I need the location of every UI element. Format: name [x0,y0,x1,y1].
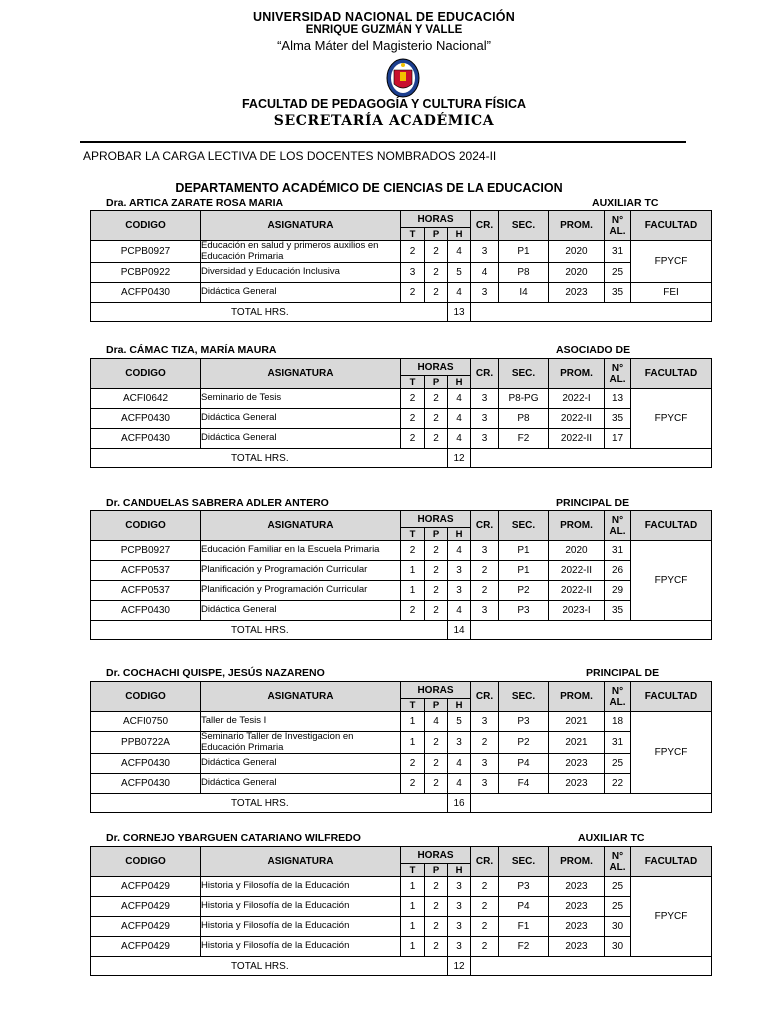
table-cell [471,449,712,468]
table-cell: 2 [471,937,499,957]
total-row [91,957,712,976]
table-cell [471,303,712,322]
table-cell: 2023-I [549,601,605,621]
table-cell: 2 [425,429,448,449]
col-prom: PROM. [549,847,605,877]
table-row [91,937,712,957]
table-cell: 2022-II [549,429,605,449]
table-cell: 2023 [549,917,605,937]
table-cell: ACFP0429 [91,897,201,917]
col-sec: SEC. [499,359,549,389]
table-cell: 3 [448,897,471,917]
col-facultad: FACULTAD [631,511,712,541]
facultad-cell: FPYCF [631,712,712,794]
table-cell: TOTAL HRS. [91,303,448,322]
table-cell: 3 [471,754,499,774]
table-cell: 1 [401,897,425,917]
table-cell: 2023 [549,283,605,303]
table-cell: ACFP0430 [91,754,201,774]
table-row [91,541,712,561]
table-cell: 2 [401,601,425,621]
table-cell: 18 [605,712,631,732]
table-cell: 2 [401,409,425,429]
table-cell: TOTAL HRS. [91,957,448,976]
table-cell: TOTAL HRS. [91,449,448,468]
col-asignatura: ASIGNATURA [201,359,401,389]
table-cell: 4 [448,241,471,263]
faculty-title: FACULTAD DE PEDAGOGÍA Y CULTURA FÍSICA [241,97,527,111]
table-cell: ACFP0429 [91,917,201,937]
teacher-category: ASOCIADO DE [556,344,631,356]
table-cell: P1 [499,561,549,581]
table-row [91,561,712,581]
document-subject: APROBAR LA CARGA LECTIVA DE LOS DOCENTES NOMBRADOS 2024-II [83,149,497,163]
table-cell: 3 [471,774,499,794]
teacher-name: Dra. CÁMAC TIZA, MARÍA MAURA [106,344,277,356]
table-cell: TOTAL HRS. [91,794,448,813]
col-codigo: CODIGO [91,682,201,712]
table-cell: F4 [499,774,549,794]
table-row [91,581,712,601]
table-cell: 4 [448,754,471,774]
table-cell: 2020 [549,241,605,263]
table-row [91,774,712,794]
col-asignatura: ASIGNATURA [201,847,401,877]
table-cell: 2 [471,897,499,917]
col-sec: SEC. [499,511,549,541]
col-t: T [401,699,425,712]
table-cell: P4 [499,754,549,774]
table-cell: ACFP0430 [91,601,201,621]
table-cell: Historia y Filosofía de la Educación [201,937,401,957]
table-cell: 31 [605,541,631,561]
table-cell: 13 [605,389,631,409]
table-cell: 3 [471,541,499,561]
office-title: SECRETARÍA ACADÉMICA [273,113,495,129]
col-asignatura: ASIGNATURA [201,211,401,241]
col-horas: HORAS [401,847,471,864]
table-cell: 3 [471,409,499,429]
table-cell: Historia y Filosofía de la Educación [201,917,401,937]
table-cell: ACFP0429 [91,877,201,897]
table-cell: F2 [499,429,549,449]
header-divider [80,141,686,143]
col-codigo: CODIGO [91,847,201,877]
table-cell: 4 [448,774,471,794]
table-cell: 5 [448,263,471,283]
table-cell: 3 [448,581,471,601]
department-title: DEPARTAMENTO ACADÉMICO DE CIENCIAS DE LA EDUCACION [175,181,563,195]
table-cell: Seminario Taller de Investigacion en Educación Primaria [201,732,401,754]
table-cell: P3 [499,601,549,621]
teacher-name: Dr. CANDUELAS SABRERA ADLER ANTERO [106,497,329,509]
col-t: T [401,376,425,389]
table-cell: 3 [471,241,499,263]
table-cell: 25 [605,754,631,774]
table-row [91,283,712,303]
col-p: P [425,699,448,712]
col-cr: CR. [471,682,499,712]
total-hours: 12 [448,957,471,976]
course-load-table [90,681,712,813]
table-cell: 2022-I [549,389,605,409]
col-cr: CR. [471,211,499,241]
table-cell: 2 [425,754,448,774]
col-p: P [425,228,448,241]
table-cell: 25 [605,877,631,897]
facultad-cell: FPYCF [631,877,712,957]
teacher-category: AUXILIAR TC [578,832,645,844]
table-cell: 2022-II [549,409,605,429]
table-cell: 1 [401,712,425,732]
table-row [91,409,712,429]
table-cell: 3 [448,937,471,957]
table-row [91,263,712,283]
facultad-cell: FPYCF [631,389,712,449]
table-cell: Didáctica General [201,429,401,449]
table-cell: 2022-II [549,561,605,581]
table-cell: PCBP0922 [91,263,201,283]
table-cell: 35 [605,283,631,303]
table-cell: 5 [448,712,471,732]
table-row [91,601,712,621]
total-row [91,794,712,813]
table-cell: 4 [448,541,471,561]
table-row [91,877,712,897]
total-hours: 12 [448,449,471,468]
col-asignatura: ASIGNATURA [201,682,401,712]
table-cell: 2 [425,283,448,303]
table-cell: 1 [401,561,425,581]
table-cell: P3 [499,877,549,897]
table-cell: P2 [499,581,549,601]
table-cell: I4 [499,283,549,303]
university-title: UNIVERSIDAD NACIONAL DE EDUCACIÓN [253,10,515,24]
table-cell: 3 [401,263,425,283]
table-cell: 31 [605,241,631,263]
table-cell: ACFP0537 [91,561,201,581]
table-cell: 2 [425,877,448,897]
total-row [91,449,712,468]
table-cell: P8-PG [499,389,549,409]
col-sec: SEC. [499,211,549,241]
table-cell: 4 [471,263,499,283]
col-h: H [448,228,471,241]
facultad-cell: FPYCF [631,241,712,283]
table-cell: P2 [499,732,549,754]
table-row [91,712,712,732]
col-asignatura: ASIGNATURA [201,511,401,541]
col-p: P [425,864,448,877]
table-cell: 3 [448,561,471,581]
teacher-name: Dr. CORNEJO YBARGUEN CATARIANO WILFREDO [106,832,361,844]
table-row [91,754,712,774]
teacher-name: Dra. ARTICA ZARATE ROSA MARIA [106,197,284,209]
col-horas: HORAS [401,511,471,528]
table-cell: PCPB0927 [91,541,201,561]
table-cell: 2 [471,561,499,581]
col-h: H [448,376,471,389]
col-prom: PROM. [549,211,605,241]
col-prom: PROM. [549,511,605,541]
table-cell: 29 [605,581,631,601]
table-cell: Historia y Filosofía de la Educación [201,897,401,917]
table-cell: 3 [448,877,471,897]
teacher-category: PRINCIPAL DE [586,667,660,679]
table-cell: 3 [471,712,499,732]
table-cell: P1 [499,541,549,561]
col-horas: HORAS [401,211,471,228]
table-cell: 2 [425,389,448,409]
table-cell: Planificación y Programación Curricular [201,561,401,581]
col-facultad: FACULTAD [631,847,712,877]
table-cell: 30 [605,937,631,957]
table-cell: 2 [471,877,499,897]
table-cell: 2 [425,541,448,561]
table-cell: P4 [499,897,549,917]
col-t: T [401,528,425,541]
table-cell: Seminario de Tesis [201,389,401,409]
table-cell: Didáctica General [201,601,401,621]
total-hours: 14 [448,621,471,640]
col-h: H [448,528,471,541]
table-cell: 1 [401,877,425,897]
table-cell: P1 [499,241,549,263]
col-codigo: CODIGO [91,511,201,541]
table-cell: ACFP0429 [91,937,201,957]
col-facultad: FACULTAD [631,682,712,712]
col-horas: HORAS [401,359,471,376]
table-cell: 2 [425,561,448,581]
table-cell: ACFP0430 [91,283,201,303]
total-hours: 16 [448,794,471,813]
table-cell: 1 [401,581,425,601]
col-cr: CR. [471,511,499,541]
col-n-al: N° AL. [605,682,631,712]
table-row [91,389,712,409]
course-load-table [90,358,712,468]
table-row [91,429,712,449]
table-cell: 30 [605,917,631,937]
table-cell: 3 [471,601,499,621]
table-cell: 2 [401,429,425,449]
col-h: H [448,699,471,712]
table-cell: 26 [605,561,631,581]
table-cell [471,621,712,640]
table-cell: 2 [471,732,499,754]
table-cell: 2 [425,732,448,754]
table-cell: 3 [448,732,471,754]
table-cell: 2 [425,581,448,601]
table-cell: 2020 [549,541,605,561]
total-row [91,303,712,322]
col-n-al: N° AL. [605,847,631,877]
col-cr: CR. [471,359,499,389]
col-sec: SEC. [499,847,549,877]
table-cell: 2 [425,917,448,937]
table-cell: Taller de Tesis I [201,712,401,732]
col-t: T [401,864,425,877]
col-prom: PROM. [549,682,605,712]
table-cell: 2023 [549,937,605,957]
table-cell: 2023 [549,754,605,774]
table-row [91,241,712,263]
table-cell: 2021 [549,732,605,754]
table-cell: ACFP0430 [91,429,201,449]
university-seal-logo [383,56,423,100]
table-cell: 2 [425,601,448,621]
col-p: P [425,376,448,389]
col-t: T [401,228,425,241]
facultad-cell: FPYCF [631,541,712,621]
table-cell: Didáctica General [201,774,401,794]
table-cell: 3 [471,389,499,409]
table-cell: TOTAL HRS. [91,621,448,640]
table-cell: 2023 [549,774,605,794]
col-sec: SEC. [499,682,549,712]
table-cell: Educación en salud y primeros auxilios en Educación Primaria [201,241,401,263]
table-cell: Historia y Filosofía de la Educación [201,877,401,897]
table-row [91,917,712,937]
university-name: ENRIQUE GUZMÁN Y VALLE [305,24,463,36]
table-cell: 25 [605,897,631,917]
table-cell: 4 [448,409,471,429]
table-cell: 35 [605,601,631,621]
table-cell: 2020 [549,263,605,283]
table-cell: 3 [448,917,471,937]
table-cell: 31 [605,732,631,754]
table-cell: 25 [605,263,631,283]
table-cell: 2 [425,409,448,429]
table-cell: ACFP0430 [91,774,201,794]
table-cell: 2 [425,263,448,283]
table-cell: 2 [401,754,425,774]
table-cell: 2 [425,937,448,957]
col-codigo: CODIGO [91,359,201,389]
table-cell: ACFP0537 [91,581,201,601]
university-motto: “Alma Máter del Magisterio Nacional” [277,38,491,53]
col-horas: HORAS [401,682,471,699]
table-cell: F1 [499,917,549,937]
table-cell: 2023 [549,897,605,917]
table-cell: F2 [499,937,549,957]
table-cell: P8 [499,263,549,283]
table-cell: Educación Familiar en la Escuela Primaria [201,541,401,561]
table-row [91,897,712,917]
table-cell: Diversidad y Educación Inclusiva [201,263,401,283]
table-cell: 2 [401,241,425,263]
teacher-name: Dr. COCHACHI QUISPE, JESÚS NAZARENO [106,667,325,679]
table-cell: 4 [448,429,471,449]
table-cell: 1 [401,937,425,957]
table-cell: 4 [448,389,471,409]
col-prom: PROM. [549,359,605,389]
col-p: P [425,528,448,541]
table-cell: 2 [425,774,448,794]
total-row [91,621,712,640]
table-cell: 2 [425,241,448,263]
table-cell: PCPB0927 [91,241,201,263]
table-cell: 17 [605,429,631,449]
table-cell: P3 [499,712,549,732]
course-load-table [90,510,712,640]
table-cell [471,794,712,813]
table-cell: 22 [605,774,631,794]
col-facultad: FACULTAD [631,211,712,241]
table-cell: PPB0722A [91,732,201,754]
table-cell: 2 [401,541,425,561]
table-cell: 2 [401,283,425,303]
col-codigo: CODIGO [91,211,201,241]
table-cell: ACFI0642 [91,389,201,409]
table-cell: Didáctica General [201,754,401,774]
table-cell: 2 [425,897,448,917]
col-facultad: FACULTAD [631,359,712,389]
teacher-category: PRINCIPAL DE [556,497,630,509]
table-cell [471,957,712,976]
table-cell: 4 [448,283,471,303]
table-cell: 2023 [549,877,605,897]
table-cell: Didáctica General [201,283,401,303]
table-cell: 2 [471,581,499,601]
table-cell: 4 [448,601,471,621]
table-cell: 2 [471,917,499,937]
course-load-table [90,846,712,976]
table-cell: ACFP0430 [91,409,201,429]
teacher-category: AUXILIAR TC [592,197,659,209]
col-n-al: N° AL. [605,211,631,241]
table-cell: 4 [425,712,448,732]
table-cell: 2 [401,389,425,409]
col-h: H [448,864,471,877]
table-cell: 1 [401,732,425,754]
table-cell: P8 [499,409,549,429]
facultad-cell: FEI [631,283,712,303]
table-cell: 3 [471,429,499,449]
table-cell: Didáctica General [201,409,401,429]
col-cr: CR. [471,847,499,877]
total-hours: 13 [448,303,471,322]
table-row [91,732,712,754]
course-load-table [90,210,712,322]
table-cell: Planificación y Programación Curricular [201,581,401,601]
table-cell: 2 [401,774,425,794]
table-cell: 2021 [549,712,605,732]
table-cell: 35 [605,409,631,429]
col-n-al: N° AL. [605,511,631,541]
table-cell: 1 [401,917,425,937]
table-cell: 2022-II [549,581,605,601]
table-cell: ACFI0750 [91,712,201,732]
table-cell: 3 [471,283,499,303]
col-n-al: N° AL. [605,359,631,389]
